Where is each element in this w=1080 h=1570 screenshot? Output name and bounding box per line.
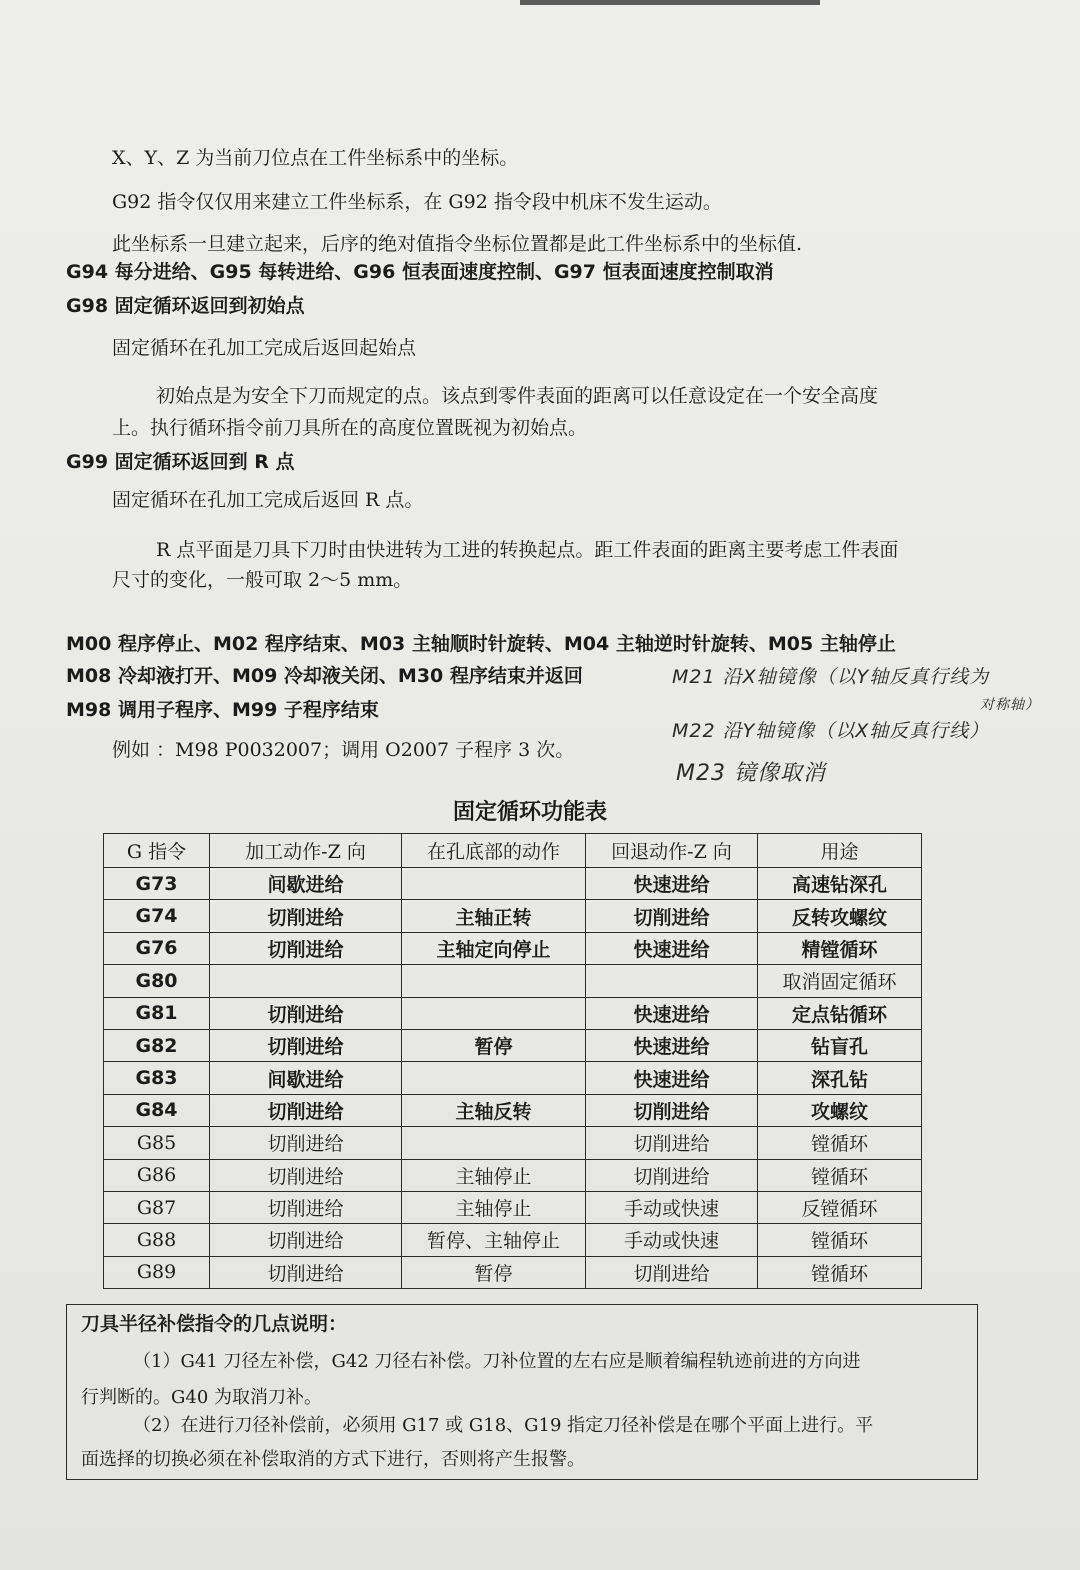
table-cell: 切削进给	[210, 932, 402, 964]
g-code-cell: G76	[104, 932, 210, 964]
table-cell: 取消固定循环	[758, 965, 922, 997]
paragraph-g98-desc: 固定循环在孔加工完成后返回起始点	[112, 337, 417, 359]
table-cell: 切削进给	[586, 1159, 758, 1191]
table-cell: 间歇进给	[210, 1062, 402, 1094]
table-cell: 手动或快速	[586, 1191, 758, 1223]
g-code-cell: G74	[104, 900, 210, 932]
table-row	[104, 1256, 922, 1288]
table-cell	[402, 1062, 586, 1094]
paragraph-g92-note: G92 指令仅仅用来建立工件坐标系，在 G92 指令段中机床不发生运动。	[112, 191, 722, 213]
table-row	[104, 1159, 922, 1191]
table-cell: 切削进给	[210, 997, 402, 1029]
paragraph-g99-detail-1: R 点平面是刀具下刀时由快进转为工进的转换起点。距工件表面的距离主要考虑工件表面	[156, 539, 899, 561]
table-cell: 暂停、主轴停止	[402, 1224, 586, 1256]
table-cell: 主轴反转	[402, 1094, 586, 1126]
paragraph-g99-desc: 固定循环在孔加工完成后返回 R 点。	[112, 489, 424, 511]
g-code-cell: G88	[104, 1224, 210, 1256]
g-code-cell: G86	[104, 1159, 210, 1191]
paragraph-g98-detail-2: 上。执行循环指令前刀具所在的高度位置既视为初始点。	[112, 417, 588, 439]
table-cell: 快速进给	[586, 1062, 758, 1094]
table-cell: 镗循环	[758, 1127, 922, 1159]
g-code-cell: G89	[104, 1256, 210, 1288]
table-cell: 手动或快速	[586, 1224, 758, 1256]
g-code-cell: G80	[104, 965, 210, 997]
table-cell: 切削进给	[210, 1159, 402, 1191]
handwritten-m21: M21 沿X轴镜像（以Y轴反真行线为	[672, 666, 990, 688]
table-cell: 间歇进给	[210, 868, 402, 900]
g-code-cell: G82	[104, 1029, 210, 1061]
note-2-line-1: （2）在进行刀径补偿前，必须用 G17 或 G18、G19 指定刀径补偿是在哪个平面上进行。平	[133, 1415, 874, 1436]
table-cell: 镗循环	[758, 1159, 922, 1191]
table-cell: 暂停	[402, 1029, 586, 1061]
heading-g99: G99 固定循环返回到 R 点	[66, 451, 295, 473]
table-row	[104, 997, 922, 1029]
table-cell	[402, 997, 586, 1029]
table-cell	[402, 1127, 586, 1159]
table-cell: 定点钻循环	[758, 997, 922, 1029]
table-cell: 切削进给	[210, 1127, 402, 1159]
header-cell: 加工动作-Z 向	[210, 834, 402, 868]
table-cell: 快速进给	[586, 932, 758, 964]
note-2-line-2: 面选择的切换必须在补偿取消的方式下进行，否则将产生报警。	[81, 1449, 585, 1470]
table-cell: 主轴定向停止	[402, 932, 586, 964]
table-row	[104, 932, 922, 964]
table-row	[104, 1191, 922, 1223]
table-cell: 切削进给	[210, 900, 402, 932]
table-cell: 快速进给	[586, 997, 758, 1029]
table-cell: 切削进给	[586, 900, 758, 932]
table-cell: 切削进给	[210, 1029, 402, 1061]
table-cell: 精镗循环	[758, 932, 922, 964]
table-cell: 切削进给	[586, 1094, 758, 1126]
table-cell: 镗循环	[758, 1224, 922, 1256]
table-cell: 切削进给	[210, 1256, 402, 1288]
table-cell	[402, 965, 586, 997]
table-cell: 反镗循环	[758, 1191, 922, 1223]
table-cell: 钻盲孔	[758, 1029, 922, 1061]
table-cell: 镗循环	[758, 1256, 922, 1288]
table-cell: 切削进给	[586, 1127, 758, 1159]
table-row	[104, 965, 922, 997]
note-1-line-1: （1）G41 刀径左补偿，G42 刀径右补偿。刀补位置的左右应是顺着编程轨迹前进的方向进	[133, 1351, 861, 1372]
table-cell: 反转攻螺纹	[758, 900, 922, 932]
table-cell: 快速进给	[586, 1029, 758, 1061]
table-cell: 切削进给	[586, 1256, 758, 1288]
g-code-cell: G85	[104, 1127, 210, 1159]
table-cell: 暂停	[402, 1256, 586, 1288]
header-cell: 在孔底部的动作	[402, 834, 586, 868]
heading-g94-g97: G94 每分进给、G95 每转进给、G96 恒表面速度控制、G97 恒表面速度控制取消	[66, 261, 774, 283]
header-cell: G 指令	[104, 834, 210, 868]
table-cell: 攻螺纹	[758, 1094, 922, 1126]
table-cell: 主轴停止	[402, 1159, 586, 1191]
header-cell: 回退动作-Z 向	[586, 834, 758, 868]
table-row	[104, 900, 922, 932]
m-codes-line-1: M00 程序停止、M02 程序结束、M03 主轴顺时针旋转、M04 主轴逆时针旋转、M05 主轴停止	[66, 633, 896, 655]
table-cell: 切削进给	[210, 1094, 402, 1126]
handwritten-m21-cont: 对称轴）	[980, 697, 1040, 713]
page-shadow	[520, 0, 820, 5]
table-row	[104, 1094, 922, 1126]
table-row	[104, 1029, 922, 1061]
table-row	[104, 868, 922, 900]
table-title: 固定循环功能表	[452, 800, 607, 825]
paragraph-g92-coords: X、Y、Z 为当前刀位点在工件坐标系中的坐标。	[112, 147, 519, 169]
paragraph-g99-detail-2: 尺寸的变化，一般可取 2～5 mm。	[112, 569, 413, 591]
example-line: 例如 ：M98 P0032007；调用 O2007 子程序 3 次。	[112, 739, 575, 761]
heading-g98: G98 固定循环返回到初始点	[66, 295, 305, 317]
table-row	[104, 1224, 922, 1256]
table-row	[104, 1062, 922, 1094]
handwritten-m23: M23 镜像取消	[676, 761, 826, 786]
table-row	[104, 1127, 922, 1159]
g-code-cell: G83	[104, 1062, 210, 1094]
m-codes-line-3: M98 调用子程序、M99 子程序结束	[66, 699, 379, 721]
paragraph-g92-abs: 此坐标系一旦建立起来，后序的绝对值指令坐标位置都是此工件坐标系中的坐标值.	[112, 233, 803, 255]
table-cell: 快速进给	[586, 868, 758, 900]
note-1-line-2: 行判断的。G40 为取消刀补。	[81, 1387, 323, 1408]
cutter-compensation-notes	[66, 1304, 978, 1480]
table-cell: 切削进给	[210, 1191, 402, 1223]
table-cell: 主轴正转	[402, 900, 586, 932]
handwritten-m22: M22 沿Y轴镜像（以X轴反真行线）	[672, 720, 990, 742]
table-header-row	[104, 834, 922, 868]
table-cell: 深孔钻	[758, 1062, 922, 1094]
header-cell: 用途	[758, 834, 922, 868]
fixed-cycle-table	[103, 833, 922, 1289]
paragraph-g98-detail-1: 初始点是为安全下刀而规定的点。该点到零件表面的距离可以任意设定在一个安全高度	[156, 385, 879, 407]
table-cell	[586, 965, 758, 997]
g-code-cell: G73	[104, 868, 210, 900]
table-cell: 高速钻深孔	[758, 868, 922, 900]
g-code-cell: G87	[104, 1191, 210, 1223]
table-cell: 主轴停止	[402, 1191, 586, 1223]
g-code-cell: G81	[104, 997, 210, 1029]
notes-title: 刀具半径补偿指令的几点说明：	[81, 1313, 348, 1335]
table-cell: 切削进给	[210, 1224, 402, 1256]
m-codes-line-2: M08 冷却液打开、M09 冷却液关闭、M30 程序结束并返回	[66, 665, 583, 687]
table-cell	[210, 965, 402, 997]
table-cell	[402, 868, 586, 900]
g-code-cell: G84	[104, 1094, 210, 1126]
